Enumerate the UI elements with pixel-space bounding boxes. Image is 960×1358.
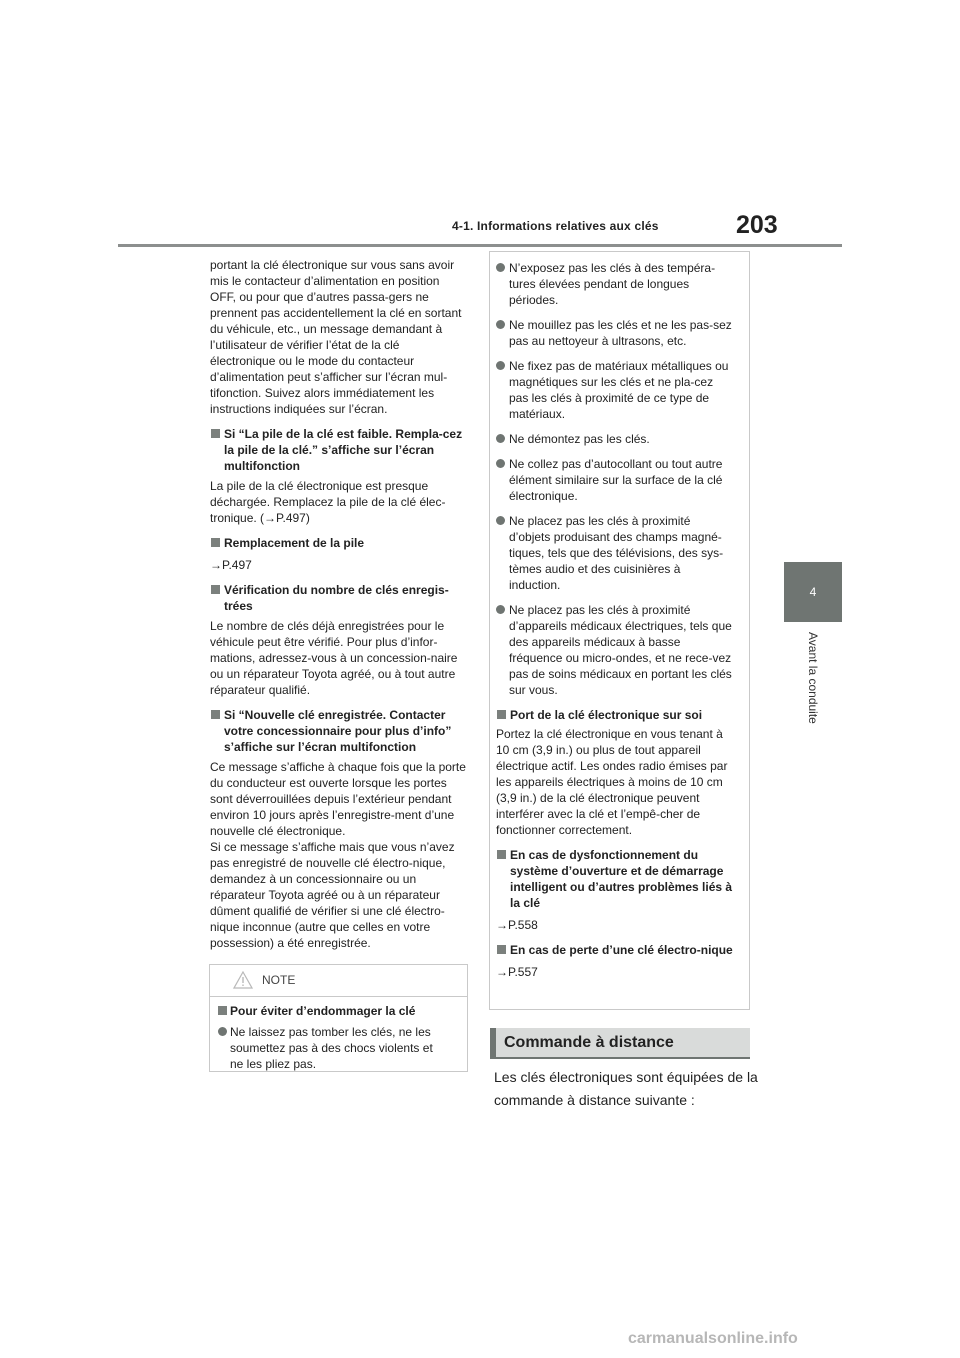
heading-text: Si “Nouvelle clé enregistrée. Contacter votre concessionnaire pour plus d’info” s’affiche sur l’écran multifonction [224, 708, 452, 754]
round-bullet-icon [496, 263, 505, 272]
header-divider [118, 244, 842, 247]
bullet-item [496, 513, 743, 593]
bullet-item [496, 260, 743, 308]
bullet-item [496, 602, 743, 698]
bullet-text: Ne démontez pas les clés. [509, 432, 650, 446]
bullet-text: Ne collez pas d’autocollant ou tout autre élément similaire sur la surface de la clé électronique. [509, 457, 723, 503]
note-box [209, 964, 468, 1072]
heading-text: En cas de perte d’une clé électro-nique [510, 943, 733, 957]
square-bullet-icon [218, 1006, 227, 1015]
round-bullet-icon [496, 516, 505, 525]
page-reference[interactable]: →P.497 [210, 558, 252, 572]
registered-keys-text: Le nombre de clés déjà enregistrées pour le véhicule peut être vérifié. Pour plus d’infor-mations, adressez-vous à un concession-naire ou un réparateur Toyota agréé, ou à tout autre réparateur qualifié. [210, 619, 458, 697]
warning-triangle-icon [233, 971, 253, 989]
note-bullet [218, 1024, 459, 1072]
page-number: 203 [736, 211, 778, 239]
bullet-item [496, 431, 743, 447]
remote-control-intro: Les clés électroniques sont équipées de la commande à distance suivante : [494, 1069, 758, 1108]
heading-carry-key [496, 707, 743, 723]
watermark: carmanualsonline.info [628, 1330, 798, 1347]
remote-control-heading: Commande à distance [490, 1028, 750, 1058]
section-heading-new-key [210, 707, 468, 755]
note-label: NOTE [262, 973, 296, 987]
round-bullet-icon [496, 361, 505, 370]
heading-text: Vérification du nombre de clés enregis-trées [224, 583, 449, 613]
carry-key-text: Portez la clé électronique en vous tenant à 10 cm (3,9 in.) ou plus de tout appareil électrique actif. Les ondes radio émises par les appareils électriques à moins de 10 cm (3,9 in.) de la clé électronique peuvent interférer avec la clé et l’empê-cher de fonctionner correctement. [496, 727, 728, 837]
chapter-label-text: Avant la conduite [806, 632, 820, 724]
square-bullet-icon [497, 850, 506, 859]
bullet-text: Ne laissez pas tomber les clés, ne les soumettez pas à des chocs violents et ne les pliez pas. [230, 1025, 433, 1071]
square-bullet-icon [497, 710, 506, 719]
bullet-text: Ne fixez pas de matériaux métalliques ou magnétiques sur les clés et ne pla-cez pas les clés à proximité de ce type de matériaux. [509, 359, 729, 421]
square-bullet-icon [211, 538, 220, 547]
bullet-text: N’exposez pas les clés à des tempéra-tures élevées pendant de longues périodes. [509, 261, 716, 307]
section-heading-registered-keys [210, 582, 468, 614]
section-title: 4-1. Informations relatives aux clés [452, 219, 659, 233]
round-bullet-icon [496, 605, 505, 614]
heading-underline [490, 1057, 750, 1059]
bullet-text: Ne placez pas les clés à proximité d’appareils médicaux électriques, tels que des appareils médicaux à basse fréquence ou micro-ondes, et ne rece-vez pas de soins médicaux en portant les clés sur vous. [509, 603, 732, 697]
bullet-text: Ne mouillez pas les clés et ne les pas-sez pas au nettoyeur à ultrasons, etc. [509, 318, 732, 348]
section-heading-low-battery [210, 426, 468, 474]
chapter-number-tab: 4 [784, 562, 842, 622]
page-reference[interactable]: →P.558 [496, 918, 538, 932]
round-bullet-icon [496, 320, 505, 329]
bullet-item [496, 456, 743, 504]
intro-paragraph: portant la clé électronique sur vous sans avoir mis le contacteur d’alimentation en position OFF, ou pour que d’autres passa-gers ne prennent pas accidentellement la clé en sortant du véhicule, etc., un message demandant à l’utilisateur de vérifier l’état de la clé électronique ou le mode du contacteur d’alimentation peut s’afficher sur l’écran mul-tifonction. Suivez alors immédiatement les instructions indiquées sur l’écran. [210, 258, 462, 416]
round-bullet-icon [218, 1027, 227, 1036]
note-header [210, 965, 467, 997]
round-bullet-icon [496, 459, 505, 468]
bullet-item [496, 358, 743, 422]
heading-text: Si “La pile de la clé est faible. Rempla-cez la pile de la clé.” s’affiche sur l’écran multifonction [224, 427, 463, 473]
note-heading [218, 1003, 459, 1019]
heading-text: Port de la clé électronique sur soi [510, 708, 703, 722]
heading-text: Remplacement de la pile [224, 536, 365, 550]
chapter-label [784, 632, 842, 752]
bullet-text: Ne placez pas les clés à proximité d’objets produisant des champs magné-tiques, tels que des télévisions, des sys-tèmes audio et des cuisinières à induction. [509, 514, 724, 592]
heading-text: En cas de dysfonctionnement du système d’ouverture et de démarrage intelligent ou d’autres problèmes liés à la clé [510, 848, 733, 910]
bullet-item [496, 317, 743, 349]
heading-text: Pour éviter d’endommager la clé [230, 1004, 416, 1018]
square-bullet-icon [211, 429, 220, 438]
round-bullet-icon [496, 434, 505, 443]
precautions-box [489, 251, 750, 1010]
heading-malfunction [496, 847, 743, 911]
square-bullet-icon [497, 945, 506, 954]
section-heading-battery-replacement [210, 535, 468, 551]
new-key-text-2: Si ce message s’affiche mais que vous n’avez pas enregistré de nouvelle clé électro-nique, demandez à un concessionnaire ou un réparateur Toyota agréé ou à un réparateur dûment qualifié de vérifier si une clé électro-nique inconnue (autre que celles en votre possession) a été enregistrée. [210, 840, 455, 950]
page-reference[interactable]: →P.557 [496, 965, 538, 979]
left-column [210, 257, 468, 951]
low-battery-text: La pile de la clé électronique est presque déchargée. Remplacez la pile de la clé élec-tronique. (→P.497) [210, 479, 446, 525]
square-bullet-icon [211, 585, 220, 594]
new-key-text-1: Ce message s’affiche à chaque fois que la porte du conducteur est ouverte lorsque les portes sont déverrouillées depuis l’extérieur pendant environ 10 jours après l’enregistre-ment d’une nouvelle clé électronique. [210, 760, 466, 838]
square-bullet-icon [211, 710, 220, 719]
heading-lost-key [496, 942, 743, 958]
